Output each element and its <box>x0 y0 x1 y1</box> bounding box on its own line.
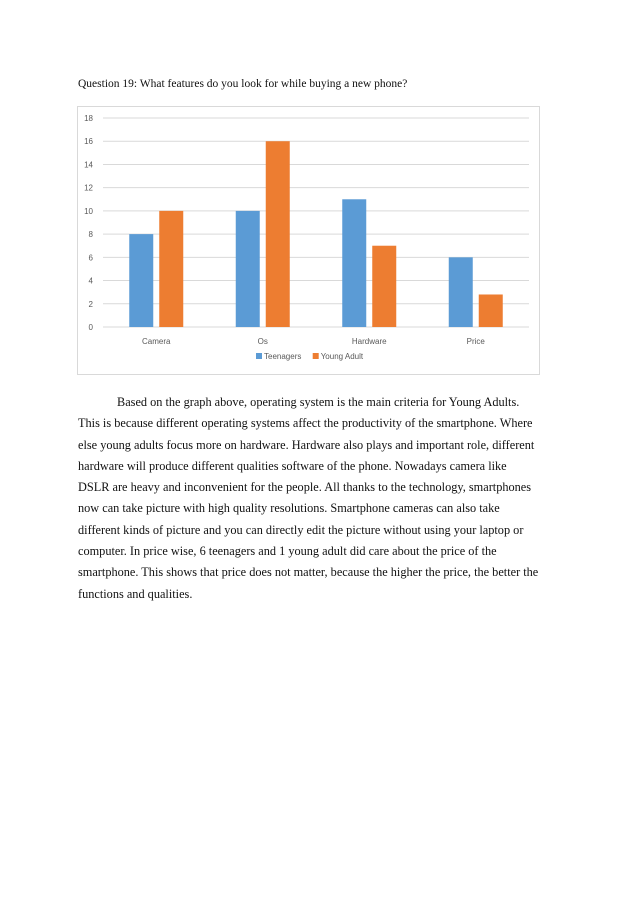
paragraph-line: hardware will produce different qualities software of the phone. Nowadays camera like <box>78 458 507 473</box>
legend-label: Young Adult <box>320 352 364 361</box>
legend-swatch <box>256 353 262 359</box>
y-tick-label: 10 <box>84 206 93 216</box>
x-tick-label: Hardware <box>351 337 387 346</box>
bar-teenagers-os <box>236 211 260 327</box>
bar-teenagers-camera <box>129 234 153 327</box>
y-tick-label: 18 <box>84 114 93 123</box>
legend-swatch <box>313 353 319 359</box>
body-paragraph <box>78 392 564 605</box>
bar-teenagers-price <box>449 257 473 327</box>
bar-chart <box>77 106 540 375</box>
chart-canvas <box>78 107 541 376</box>
y-tick-label: 0 <box>88 323 93 332</box>
bar-teenagers-hardware <box>342 199 366 327</box>
y-tick-label: 12 <box>84 183 93 193</box>
paragraph-line: computer. In price wise, 6 teenagers and 1 young adult did care about the price of the <box>78 544 497 559</box>
question-heading: Question 19: What features do you look for while buying a new phone? <box>78 78 408 90</box>
paragraph-line: different kinds of picture and you can directly edit the picture without using your laptop or <box>78 522 524 537</box>
paragraph-line: else young adults focus more on hardware. Hardware also plays and important role, different <box>78 437 535 452</box>
legend-label: Teenagers <box>264 352 302 361</box>
y-tick-label: 8 <box>88 230 93 240</box>
y-tick-label: 16 <box>84 137 93 147</box>
bar-young-adult-hardware <box>372 246 396 327</box>
paragraph-line: This is because different operating systems affect the productivity of the smartphone. Where <box>78 416 533 431</box>
paragraph-line: now can take picture with high quality resolutions. Smartphone cameras can also take <box>78 501 500 516</box>
x-tick-label: Price <box>466 337 485 346</box>
paragraph-line: DSLR are heavy and inconvenient for the people. All thanks to the technology, smartphones <box>78 480 532 495</box>
paragraph-line: functions and qualities. <box>78 586 193 601</box>
y-tick-label: 6 <box>88 253 93 263</box>
y-tick-label: 2 <box>88 299 93 309</box>
x-tick-label: Os <box>257 337 268 346</box>
paragraph-line: smartphone. This shows that price does not matter, because the higher the price, the better the <box>78 565 539 580</box>
y-tick-label: 4 <box>88 276 93 286</box>
bar-young-adult-camera <box>159 211 183 327</box>
paragraph-line: Based on the graph above, operating system is the main criteria for Young Adults. <box>117 395 520 409</box>
x-tick-label: Camera <box>142 337 171 346</box>
bar-young-adult-os <box>266 141 290 327</box>
bar-young-adult-price <box>479 294 503 327</box>
y-tick-label: 14 <box>84 160 93 170</box>
